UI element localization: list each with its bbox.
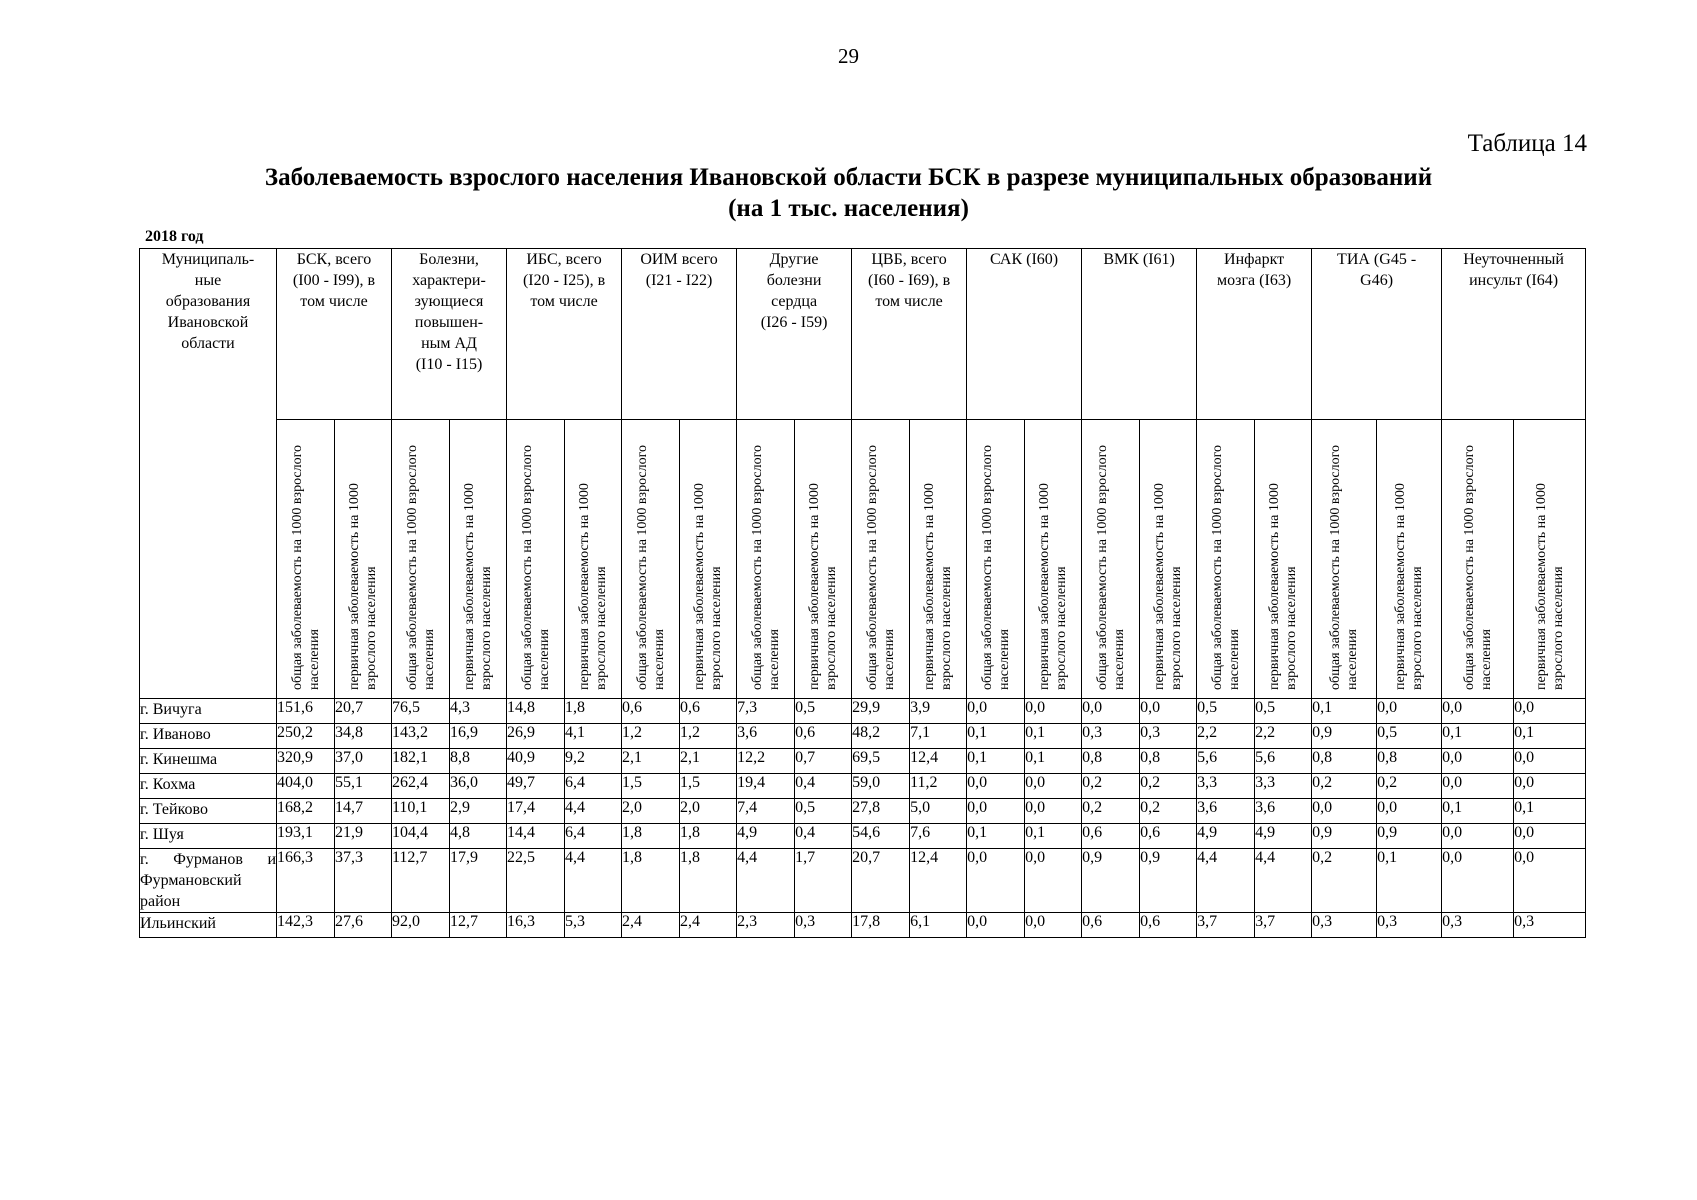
header-group-2: Болезни, характери- зующиеся повышен- ным АД (I10 - I15): [392, 249, 507, 420]
table-cell: 0,3: [1140, 724, 1197, 749]
table-cell: 0,0: [1025, 849, 1082, 913]
table-cell: 0,0: [1377, 799, 1442, 824]
table-cell: 193,1: [277, 824, 335, 849]
table-cell: 0,8: [1312, 749, 1377, 774]
table-cell: 27,8: [852, 799, 910, 824]
header-sub-general-5: общая заболеваемость на 1000 взрослого населения: [737, 420, 795, 699]
table-cell: 9,2: [565, 749, 622, 774]
table-cell: 404,0: [277, 774, 335, 799]
header-sub-primary-3: первичная заболеваемость на 1000 взрослого населения: [565, 420, 622, 699]
table-cell: 250,2: [277, 724, 335, 749]
table-cell: 0,0: [1025, 699, 1082, 724]
table-cell: 12,2: [737, 749, 795, 774]
table-cell: 4,9: [1255, 824, 1312, 849]
table-cell: 0,9: [1312, 824, 1377, 849]
table-cell: 7,4: [737, 799, 795, 824]
table-cell: 0,0: [1025, 913, 1082, 938]
header-sub-primary-4: первичная заболеваемость на 1000 взрослого населения: [680, 420, 737, 699]
table-cell: 0,0: [1377, 699, 1442, 724]
header-group-3: ИБС, всего (I20 - I25), в том числе: [507, 249, 622, 420]
table-cell: 5,3: [565, 913, 622, 938]
table-cell: 4,9: [1197, 824, 1255, 849]
table-cell: 110,1: [392, 799, 450, 824]
table-cell: 0,2: [1312, 774, 1377, 799]
header-group-5: Другие болезни сердца (I26 - I59): [737, 249, 852, 420]
header-sub-general-3: общая заболеваемость на 1000 взрослого населения: [507, 420, 565, 699]
header-sub-primary-5: первичная заболеваемость на 1000 взрослого населения: [795, 420, 852, 699]
header-sub-primary-1: первичная заболеваемость на 1000 взрослого населения: [335, 420, 392, 699]
table-cell: 0,2: [1082, 799, 1140, 824]
table-cell: 76,5: [392, 699, 450, 724]
table-cell: 1,5: [622, 774, 680, 799]
table-cell: 0,2: [1140, 799, 1197, 824]
header-sub-general-2: общая заболеваемость на 1000 взрослого населения: [392, 420, 450, 699]
table-cell: 0,9: [1312, 724, 1377, 749]
table-cell: 0,9: [1082, 849, 1140, 913]
table-cell: 0,2: [1312, 849, 1377, 913]
header-sub-primary-10: первичная заболеваемость на 1000 взрослого населения: [1377, 420, 1442, 699]
table-cell: 1,8: [680, 849, 737, 913]
table-cell: 1,8: [680, 824, 737, 849]
table-cell: 0,8: [1140, 749, 1197, 774]
header-group-9: Инфаркт мозга (I63): [1197, 249, 1312, 420]
table-cell: 37,3: [335, 849, 392, 913]
table-cell: 0,9: [1377, 824, 1442, 849]
table-cell: 0,0: [967, 774, 1025, 799]
table-cell: 0,1: [1514, 799, 1586, 824]
table-cell: 4,4: [737, 849, 795, 913]
table-cell: 34,8: [335, 724, 392, 749]
table-cell: 0,1: [967, 749, 1025, 774]
table-cell: 14,8: [507, 699, 565, 724]
morbidity-table: [139, 248, 1586, 938]
table-cell: 0,4: [795, 774, 852, 799]
table-cell: 22,5: [507, 849, 565, 913]
table-cell: 1,2: [680, 724, 737, 749]
table-cell: 1,2: [622, 724, 680, 749]
table-cell: 7,6: [910, 824, 967, 849]
table-cell: 142,3: [277, 913, 335, 938]
table-cell: 0,1: [1312, 699, 1377, 724]
table-cell: 6,4: [565, 774, 622, 799]
table-cell: 16,3: [507, 913, 565, 938]
table-cell: 0,1: [1442, 724, 1514, 749]
table-cell: 3,6: [737, 724, 795, 749]
table-row: [140, 699, 1586, 724]
table-cell: 49,7: [507, 774, 565, 799]
row-municipality-name: г. Вичуга: [140, 699, 277, 724]
table-cell: 16,9: [450, 724, 507, 749]
table-cell: 168,2: [277, 799, 335, 824]
header-sub-general-10: общая заболеваемость на 1000 взрослого населения: [1312, 420, 1377, 699]
table-cell: 92,0: [392, 913, 450, 938]
table-cell: 0,7: [795, 749, 852, 774]
table-cell: 151,6: [277, 699, 335, 724]
table-cell: 0,6: [795, 724, 852, 749]
table-cell: 4,8: [450, 824, 507, 849]
table-cell: 20,7: [852, 849, 910, 913]
table-cell: 0,1: [967, 824, 1025, 849]
table-cell: 320,9: [277, 749, 335, 774]
table-cell: 37,0: [335, 749, 392, 774]
table-row: [140, 824, 1586, 849]
table-cell: 3,7: [1197, 913, 1255, 938]
table-cell: 0,6: [680, 699, 737, 724]
row-municipality-name: г. Иваново: [140, 724, 277, 749]
table-cell: 6,1: [910, 913, 967, 938]
table-cell: 0,5: [795, 699, 852, 724]
table-cell: 0,1: [1025, 749, 1082, 774]
table-cell: 40,9: [507, 749, 565, 774]
table-cell: 2,9: [450, 799, 507, 824]
table-body: [140, 699, 1586, 938]
table-cell: 0,0: [1442, 849, 1514, 913]
table-cell: 0,5: [795, 799, 852, 824]
table-cell: 0,0: [1442, 824, 1514, 849]
table-cell: 17,4: [507, 799, 565, 824]
table-cell: 0,3: [1082, 724, 1140, 749]
table-cell: 0,9: [1140, 849, 1197, 913]
table-cell: 2,2: [1197, 724, 1255, 749]
table-cell: 12,4: [910, 749, 967, 774]
table-cell: 0,6: [622, 699, 680, 724]
table-cell: 7,1: [910, 724, 967, 749]
header-sub-general-11: общая заболеваемость на 1000 взрослого населения: [1442, 420, 1514, 699]
table-cell: 2,3: [737, 913, 795, 938]
header-municipality: Муниципаль- ные образования Ивановской области: [140, 249, 277, 699]
table-cell: 4,4: [565, 849, 622, 913]
table-cell: 0,1: [1514, 724, 1586, 749]
table-cell: 0,2: [1082, 774, 1140, 799]
header-sub-primary-11: первичная заболеваемость на 1000 взрослого населения: [1514, 420, 1586, 699]
table-cell: 11,2: [910, 774, 967, 799]
table-cell: 4,9: [737, 824, 795, 849]
table-cell: 3,6: [1255, 799, 1312, 824]
header-sub-general-1: общая заболеваемость на 1000 взрослого населения: [277, 420, 335, 699]
header-sub-general-6: общая заболеваемость на 1000 взрослого населения: [852, 420, 910, 699]
table-cell: 0,1: [1025, 724, 1082, 749]
table-cell: 1,8: [622, 824, 680, 849]
table-cell: 166,3: [277, 849, 335, 913]
table-cell: 3,9: [910, 699, 967, 724]
table-cell: 0,0: [1514, 749, 1586, 774]
table-cell: 0,6: [1140, 824, 1197, 849]
header-group-8: ВМК (I61): [1082, 249, 1197, 420]
table-cell: 1,8: [622, 849, 680, 913]
table-cell: 0,3: [795, 913, 852, 938]
table-cell: 0,0: [967, 849, 1025, 913]
table-cell: 2,1: [622, 749, 680, 774]
header-row-subcolumns: [140, 420, 1586, 699]
table-cell: 4,3: [450, 699, 507, 724]
table-cell: 4,4: [1255, 849, 1312, 913]
table-cell: 5,6: [1255, 749, 1312, 774]
header-group-10: ТИА (G45 - G46): [1312, 249, 1442, 420]
table-cell: 0,8: [1377, 749, 1442, 774]
table-cell: 0,6: [1140, 913, 1197, 938]
table-cell: 0,1: [1377, 849, 1442, 913]
table-cell: 0,5: [1197, 699, 1255, 724]
row-municipality-name: Ильинский: [140, 913, 277, 938]
header-sub-primary-6: первичная заболеваемость на 1000 взрослого населения: [910, 420, 967, 699]
table-cell: 0,4: [795, 824, 852, 849]
table-cell: 3,3: [1255, 774, 1312, 799]
table-cell: 26,9: [507, 724, 565, 749]
table-cell: 4,1: [565, 724, 622, 749]
header-group-7: САК (I60): [967, 249, 1082, 420]
table-cell: 14,7: [335, 799, 392, 824]
table-cell: 0,0: [1442, 749, 1514, 774]
table-cell: 69,5: [852, 749, 910, 774]
table-cell: 17,9: [450, 849, 507, 913]
table-cell: 112,7: [392, 849, 450, 913]
table-cell: 0,0: [1025, 774, 1082, 799]
header-group-6: ЦВБ, всего (I60 - I69), в том числе: [852, 249, 967, 420]
table-cell: 59,0: [852, 774, 910, 799]
table-cell: 0,0: [1082, 699, 1140, 724]
page-number: 29: [838, 44, 859, 68]
table-cell: 5,6: [1197, 749, 1255, 774]
table-cell: 0,3: [1312, 913, 1377, 938]
table-cell: 0,1: [1025, 824, 1082, 849]
header-sub-primary-9: первичная заболеваемость на 1000 взрослого населения: [1255, 420, 1312, 699]
header-sub-primary-7: первичная заболеваемость на 1000 взрослого населения: [1025, 420, 1082, 699]
table-cell: 29,9: [852, 699, 910, 724]
table-cell: 19,4: [737, 774, 795, 799]
table-cell: 3,6: [1197, 799, 1255, 824]
table-cell: 0,0: [1514, 849, 1586, 913]
header-group-4: ОИМ всего (I21 - I22): [622, 249, 737, 420]
header-sub-general-4: общая заболеваемость на 1000 взрослого населения: [622, 420, 680, 699]
table-cell: 0,0: [1514, 774, 1586, 799]
table-title: [0, 162, 1697, 224]
table-cell: 0,0: [967, 913, 1025, 938]
table-cell: 0,3: [1377, 913, 1442, 938]
table-cell: 4,4: [565, 799, 622, 824]
table-cell: 0,1: [1442, 799, 1514, 824]
table-label: Таблица 14: [1467, 130, 1587, 157]
table-cell: 0,0: [967, 799, 1025, 824]
table-cell: 1,5: [680, 774, 737, 799]
row-municipality-name: г. Тейково: [140, 799, 277, 824]
header-group-11: Неуточненный инсульт (I64): [1442, 249, 1586, 420]
table-cell: 2,1: [680, 749, 737, 774]
row-municipality-name: г. Фурманов и Фурмановский район: [140, 849, 277, 913]
table-cell: 0,3: [1514, 913, 1586, 938]
table-cell: 262,4: [392, 774, 450, 799]
title-line-1: Заболеваемость взрослого населения Ивановской области БСК в разрезе муниципальных образований: [264, 164, 1433, 191]
table-cell: 6,4: [565, 824, 622, 849]
table-cell: 27,6: [335, 913, 392, 938]
table-cell: 2,2: [1255, 724, 1312, 749]
table-cell: 1,8: [565, 699, 622, 724]
table-cell: 48,2: [852, 724, 910, 749]
header-sub-general-7: общая заболеваемость на 1000 взрослого населения: [967, 420, 1025, 699]
table-cell: 55,1: [335, 774, 392, 799]
header-sub-general-9: общая заболеваемость на 1000 взрослого населения: [1197, 420, 1255, 699]
table-cell: 104,4: [392, 824, 450, 849]
table-cell: 1,7: [795, 849, 852, 913]
table-row: [140, 849, 1586, 913]
table-cell: 12,4: [910, 849, 967, 913]
table-cell: 182,1: [392, 749, 450, 774]
table-cell: 0,6: [1082, 824, 1140, 849]
table-cell: 8,8: [450, 749, 507, 774]
table-cell: 21,9: [335, 824, 392, 849]
table-cell: 0,2: [1140, 774, 1197, 799]
table-cell: 2,0: [680, 799, 737, 824]
row-municipality-name: г. Кохма: [140, 774, 277, 799]
title-line-2: (на 1 тыс. населения): [728, 195, 969, 222]
table-cell: 0,1: [967, 724, 1025, 749]
table-cell: 0,0: [967, 699, 1025, 724]
table-cell: 5,0: [910, 799, 967, 824]
table-cell: 0,2: [1377, 774, 1442, 799]
table-cell: 0,3: [1442, 913, 1514, 938]
table-row: [140, 749, 1586, 774]
table-cell: 36,0: [450, 774, 507, 799]
header-sub-primary-2: первичная заболеваемость на 1000 взрослого населения: [450, 420, 507, 699]
year-label: 2018 год: [145, 228, 204, 245]
table-cell: 12,7: [450, 913, 507, 938]
table-row: [140, 774, 1586, 799]
header-group-1: БСК, всего (I00 - I99), в том числе: [277, 249, 392, 420]
header-sub-general-8: общая заболеваемость на 1000 взрослого населения: [1082, 420, 1140, 699]
header-sub-primary-8: первичная заболеваемость на 1000 взрослого населения: [1140, 420, 1197, 699]
table-cell: 0,0: [1442, 774, 1514, 799]
table-cell: 143,2: [392, 724, 450, 749]
table-cell: 0,5: [1255, 699, 1312, 724]
row-municipality-name: г. Кинешма: [140, 749, 277, 774]
table-cell: 0,0: [1514, 824, 1586, 849]
table-cell: 0,6: [1082, 913, 1140, 938]
table-header: [140, 249, 1586, 699]
table-cell: 2,4: [680, 913, 737, 938]
table-cell: 54,6: [852, 824, 910, 849]
table-cell: 2,0: [622, 799, 680, 824]
table-cell: 4,4: [1197, 849, 1255, 913]
table-cell: 3,3: [1197, 774, 1255, 799]
table-cell: 14,4: [507, 824, 565, 849]
table-cell: 0,0: [1514, 699, 1586, 724]
table-cell: 0,0: [1025, 799, 1082, 824]
row-municipality-name: г. Шуя: [140, 824, 277, 849]
header-row-groups: [140, 249, 1586, 420]
table-cell: 20,7: [335, 699, 392, 724]
table-row: [140, 724, 1586, 749]
table-cell: 3,7: [1255, 913, 1312, 938]
table-cell: 7,3: [737, 699, 795, 724]
table-cell: 2,4: [622, 913, 680, 938]
table-cell: 0,8: [1082, 749, 1140, 774]
table-row: [140, 799, 1586, 824]
table-cell: 17,8: [852, 913, 910, 938]
table-cell: 0,5: [1377, 724, 1442, 749]
table-cell: 0,0: [1312, 799, 1377, 824]
table-cell: 0,0: [1442, 699, 1514, 724]
table-row: [140, 913, 1586, 938]
table-cell: 0,0: [1140, 699, 1197, 724]
